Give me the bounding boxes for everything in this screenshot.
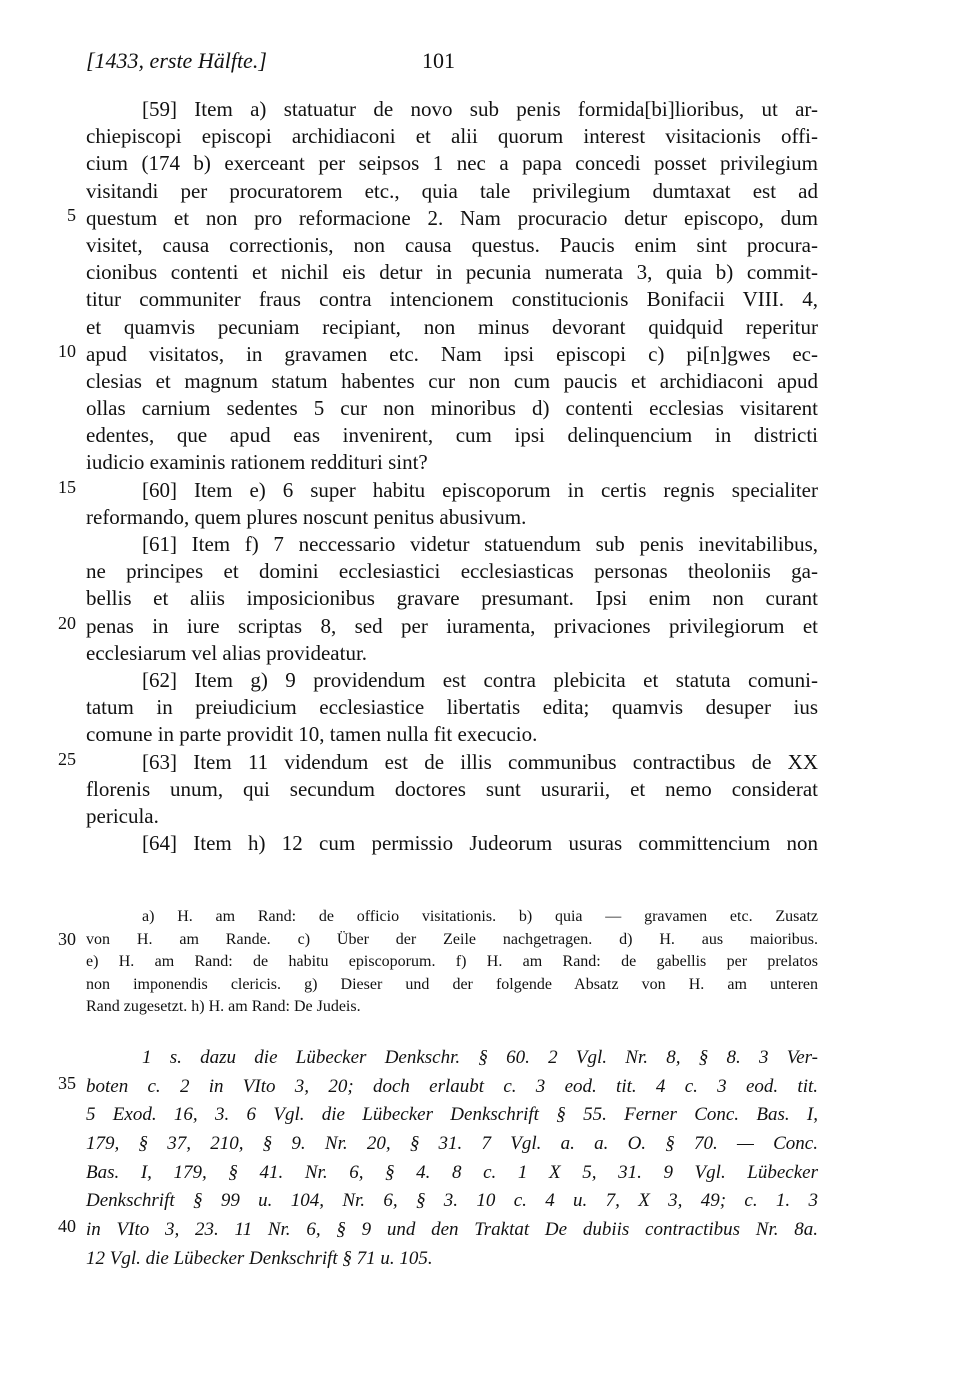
text-line (86, 314, 818, 341)
line-text: apud visitatos, in gravamen etc. Nam ipsi episcopi c) pi[n]gwes ec- (86, 341, 818, 366)
text-line (86, 96, 818, 123)
note-line (86, 1187, 818, 1216)
line-text: ecclesiarum vel alias provideatur. (86, 640, 368, 665)
line-text: 1 s. dazu die Lübecker Denkschr. § 60. 2 Vgl. Nr. 8, § 8. 3 Ver- (142, 1047, 818, 1068)
line-text: non imponendis clericis. g) Dieser und der folgende Absatz von H. am unteren (86, 975, 818, 993)
text-line (86, 150, 818, 177)
line-text: [60] Item e) 6 super habitu episcoporum in certis regnis specialiter (142, 477, 818, 502)
line-text: reformando, quem plures noscunt penitus abusivum. (86, 504, 527, 529)
line-text: tatum in preiudicium ecclesiastice libertatis edita; quamvis desuper ius (86, 695, 818, 720)
line-text: [63] Item 11 videndum est de illis communibus contractibus de XX (142, 749, 818, 774)
line-text: e) H. am Rand: de habitu episcoporum. f) H. am Rand: de gabellis per prelatos (86, 953, 818, 971)
critical-apparatus (58, 906, 818, 1019)
line-text: et quamvis pecuniam recipiant, non minus devorant quidquid reperitur (86, 314, 818, 339)
text-line (86, 667, 818, 694)
text-line (86, 830, 818, 857)
line-text: comune in parte providit 10, tamen nulla fit execucio. (86, 722, 538, 747)
line-number: 15 (58, 476, 76, 497)
line-number: 5 (67, 204, 76, 225)
line-number: 40 (58, 1216, 76, 1237)
text-line (86, 368, 818, 395)
line-number: 35 (58, 1072, 76, 1093)
text-line (86, 694, 818, 721)
text-line (86, 803, 818, 830)
text-line (86, 422, 818, 449)
text-line (86, 449, 818, 476)
text-line (86, 558, 818, 585)
text-line (67, 204, 818, 232)
line-text: Denkschrift § 99 u. 104, Nr. 6, § 3. 10 c. 4 u. 7, X 3, 49; c. 1. 3 (86, 1190, 818, 1212)
apparatus-line (86, 906, 818, 929)
text-line (86, 585, 818, 612)
line-text: [62] Item g) 9 providendum est contra plebicita et statuta comuni- (142, 667, 818, 692)
note-line (86, 1044, 818, 1073)
line-text: iudicio examinis rationem reddituri sint? (86, 450, 428, 475)
apparatus-line (86, 996, 818, 1019)
text-line (86, 721, 818, 748)
text-line (86, 395, 818, 422)
line-text: cionibus contenti et nichil eis detur in pecunia numerata 3, quia b) commit- (86, 260, 818, 285)
line-text: cium (174 b) exerceant per seipsos 1 nec a papa concedi posset privilegium (86, 151, 818, 176)
line-text: florenis unum, qui secundum doctores sunt usurarii, et nemo considerat (86, 776, 818, 801)
text-line (86, 123, 818, 150)
line-text: ollas carnium sedentes 5 cur non minoribus d) contenti ecclesias visitarent (86, 396, 818, 421)
text-line (86, 504, 818, 531)
line-text: visitandi per procuratorem etc., quia tale privilegium dumtaxat est ad (86, 178, 818, 203)
text-line (86, 178, 818, 205)
page-number: 101 (422, 48, 455, 73)
line-number: 25 (58, 748, 76, 769)
text-line (86, 640, 818, 667)
main-text (58, 96, 818, 857)
line-number: 30 (58, 928, 76, 949)
line-text: questum et non pro reformacione 2. Nam procuracio detur episcopo, dum (86, 205, 818, 230)
page-header (86, 48, 816, 78)
line-text: penas in iure scriptas 8, sed per iuramenta, privaciones privilegiorum et (86, 613, 818, 638)
line-text: clesias et magnum statum habentes cur non cum paucis et archidiaconi apud (86, 368, 818, 393)
explanatory-notes (58, 1044, 818, 1274)
note-line (86, 1130, 818, 1159)
line-text: visitet, causa correctionis, non causa questus. Paucis enim sint procura- (86, 232, 818, 257)
line-text: [64] Item h) 12 cum permissio Judeorum usuras committencium non (142, 831, 818, 856)
running-head: [1433, erste Hälfte.] (86, 48, 267, 73)
line-text: boten c. 2 in VIto 3, 20; doch erlaubt c. 3 eod. tit. 4 c. 3 eod. tit. (86, 1075, 818, 1097)
line-text: ne principes et domini ecclesiastici ecclesiasticas personas theoloniis ga- (86, 559, 818, 584)
line-text: von H. am Rande. c) Über der Zeile nachgetragen. d) H. aus maioribus. (86, 930, 818, 948)
line-number: 10 (58, 340, 76, 361)
apparatus-line (86, 951, 818, 974)
text-line (86, 531, 818, 558)
line-text: pericula. (86, 803, 159, 828)
text-line (58, 340, 818, 368)
line-text: edentes, que apud eas invenirent, cum ipsi delinquencium in districti (86, 423, 818, 448)
line-text: in VIto 3, 23. 11 Nr. 6, § 9 und den Traktat De dubiis contractibus Nr. 8a. (86, 1219, 818, 1241)
text-line (58, 476, 818, 504)
line-text: [59] Item a) statuatur de novo sub penis formida[bi]lioribus, ut ar- (142, 97, 818, 121)
text-line (86, 776, 818, 803)
line-text: chiepiscopi episcopi archidiaconi et alii quorum interest visitacionis offi- (86, 124, 818, 149)
line-text: Bas. I, 179, § 41. Nr. 6, § 4. 8 c. 1 X 5, 31. 9 Vgl. Lübecker (86, 1161, 818, 1183)
apparatus-line (58, 928, 818, 952)
line-text: bellis et aliis imposicionibus gravare presumant. Ipsi enim non curant (86, 586, 818, 611)
note-line (58, 1072, 818, 1102)
line-text: 12 Vgl. die Lübecker Denkschrift § 71 u. 105. (86, 1247, 433, 1269)
note-line (86, 1101, 818, 1130)
line-number: 20 (58, 612, 76, 633)
note-line (58, 1216, 818, 1245)
line-text: a) H. am Rand: de officio visitationis. b) quia — gravamen etc. Zusatz (142, 908, 818, 925)
text-line (58, 612, 818, 640)
text-line (86, 232, 818, 259)
line-text: [61] Item f) 7 neccessario videtur statuendum sub penis inevitabilibus, (142, 532, 818, 556)
line-text: titur communiter fraus contra intencionem constitucionis Bonifacii VIII. 4, (86, 287, 818, 312)
text-line (86, 259, 818, 286)
note-line (86, 1159, 818, 1188)
text-line (86, 286, 818, 313)
line-text: 5 Exod. 16, 3. 6 Vgl. die Lübecker Denkschrift § 55. Ferner Conc. Bas. I, (86, 1104, 818, 1126)
line-text: Rand zugesetzt. h) H. am Rand: De Judeis. (86, 998, 361, 1016)
text-line (58, 748, 818, 776)
note-line (86, 1245, 818, 1274)
apparatus-line (86, 974, 818, 997)
line-text: 179, § 37, 210, § 9. Nr. 20, § 31. 7 Vgl. a. a. O. § 70. — Conc. (86, 1133, 818, 1155)
